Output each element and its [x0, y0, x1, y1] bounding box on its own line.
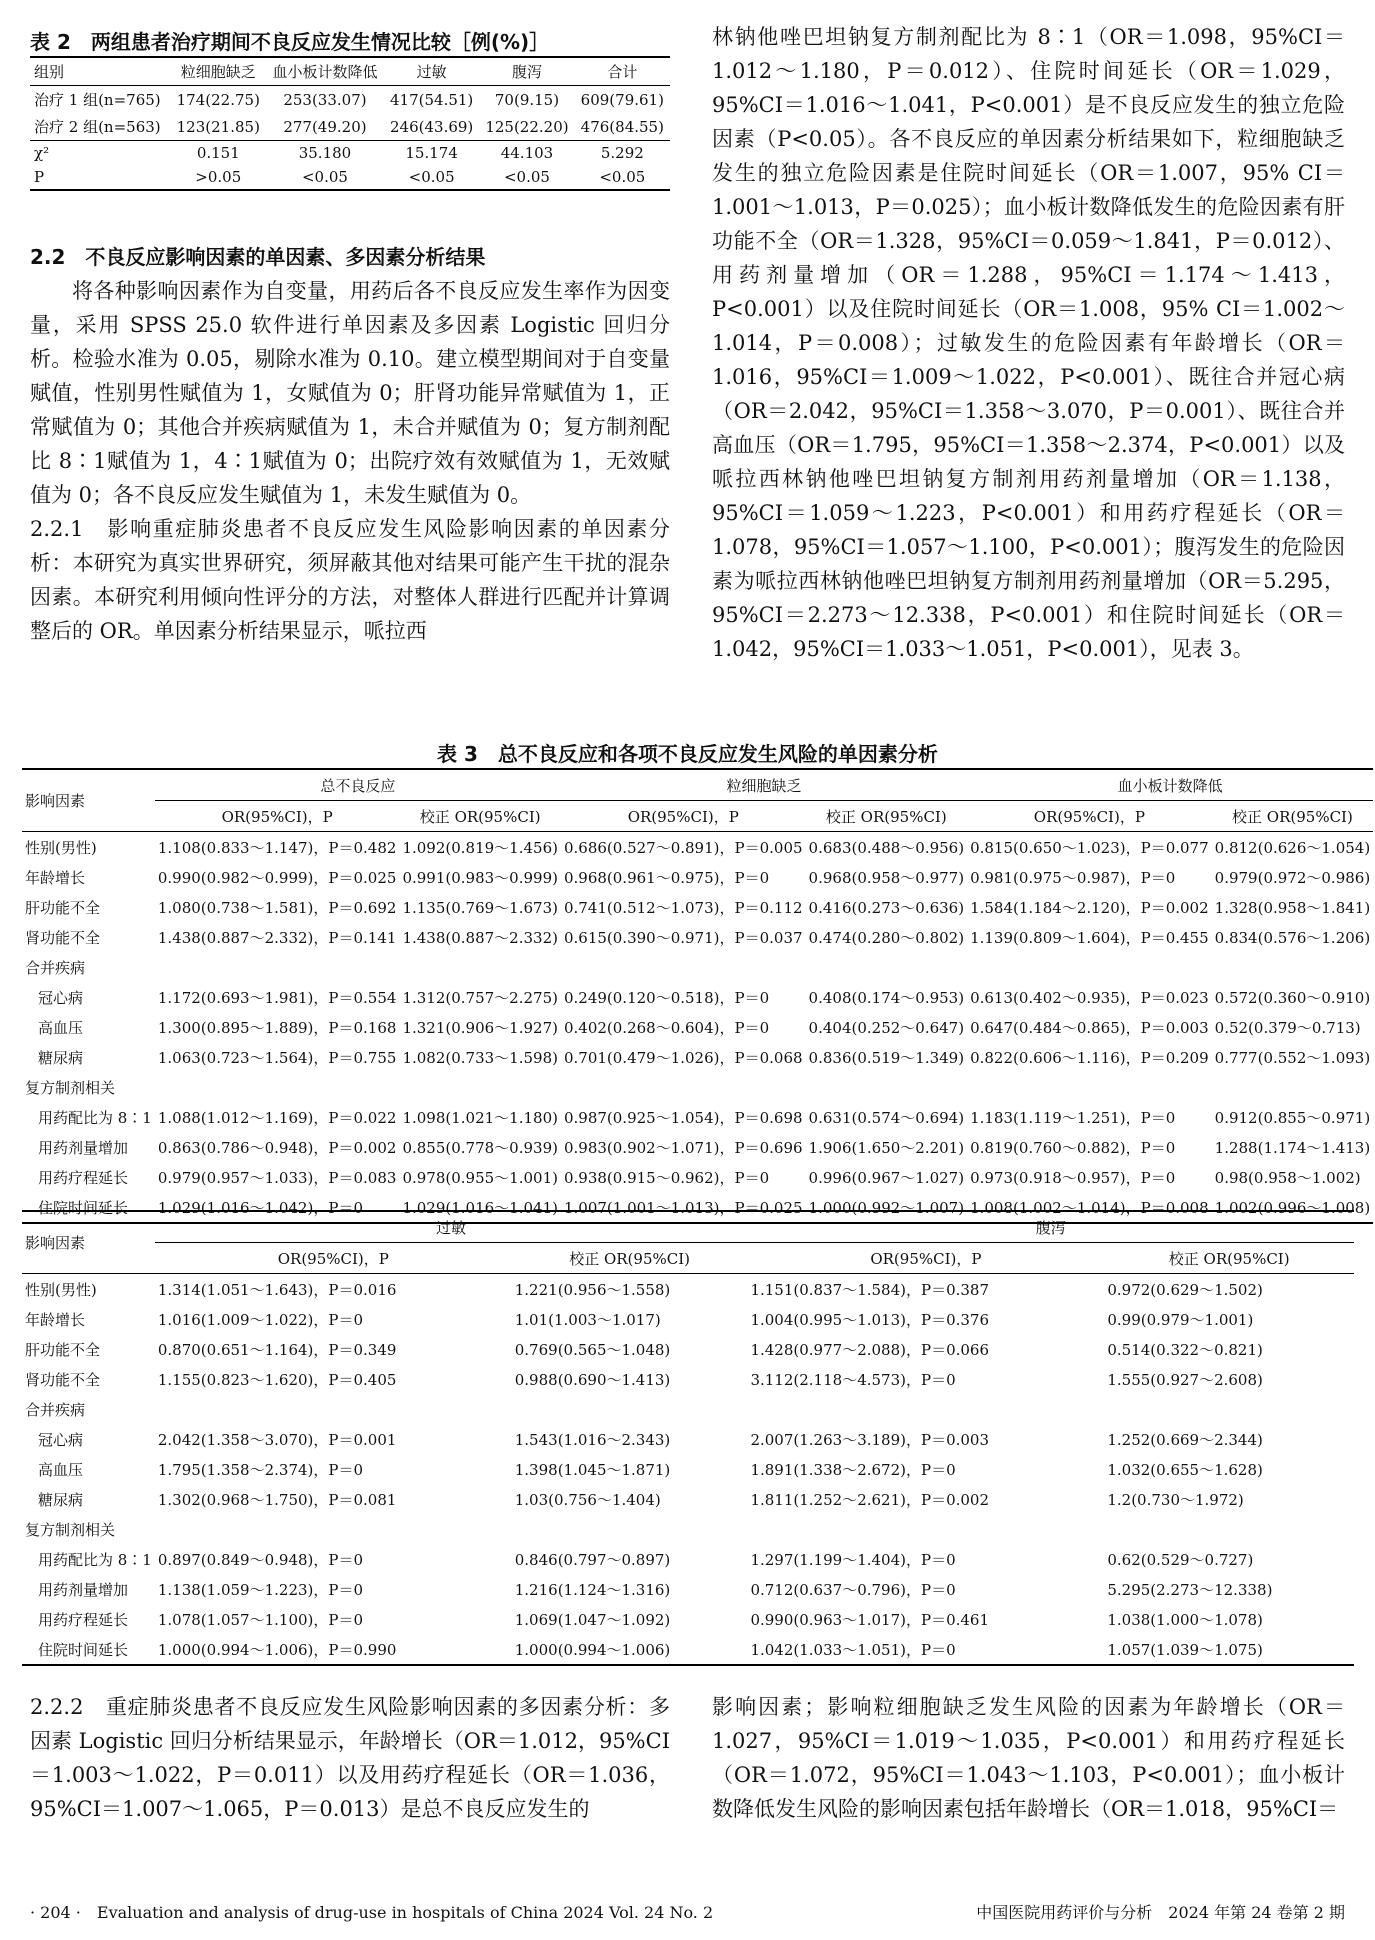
table3-part2 [22, 1210, 1354, 1666]
value-cell: 0.981(0.975～0.987)，P＝0 [970, 868, 1176, 887]
table-row [22, 1484, 1354, 1514]
value-cell: 0.402(0.268～0.604)，P＝0 [563, 1018, 770, 1037]
value-cell: 1.312(0.757～2.275) [402, 988, 558, 1007]
table-row [22, 1544, 1354, 1574]
table2-row [30, 113, 670, 141]
value-cell: 1.016(1.009～1.022)，P＝0 [157, 1310, 364, 1329]
table-row [22, 1394, 1354, 1424]
value-cell: 3.112(2.118～4.573)，P＝0 [750, 1370, 956, 1389]
value-cell: 0.631(0.574～0.694) [808, 1108, 965, 1127]
col-header: OR(95%CI)，P [627, 807, 739, 826]
value-cell: 1.155(0.823～1.620)，P＝0.405 [157, 1370, 397, 1389]
value-cell [561, 1072, 806, 1102]
factor-cell: 肝功能不全 [25, 1340, 101, 1359]
col-header: 校正 OR(95%CI) [825, 807, 947, 826]
value-cell: 1.092(0.819～1.456) [402, 838, 558, 857]
value-cell: 0.912(0.855～0.971) [1214, 1108, 1371, 1127]
value-cell: 0.973(0.918～0.957)，P＝0 [970, 1168, 1176, 1187]
table2-header: 血小板计数降低 [272, 63, 378, 81]
value-cell: 1.008(1.002～1.014)，P＝0.008 [970, 1198, 1209, 1217]
value-cell: 1.029(1.016～1.041) [402, 1198, 558, 1217]
factor-cell: 住院时间延长 [38, 1640, 129, 1659]
value-cell: 1.328(0.958～1.841) [1214, 898, 1371, 917]
value-cell [967, 1072, 1212, 1102]
col-header: 校正 OR(95%CI) [1168, 1249, 1290, 1268]
value-cell [155, 1394, 512, 1424]
paragraph: 将各种影响因素作为自变量，用药后各不良反应发生率作为因变量，采用 SPSS 25.0 软件进行单因素及多因素 Logistic 回归分析。检验水准为 0.05，剔除水准为 0.10。建立模型期间对于自变量赋值，性别男性赋值为 1，女赋值为 0；肝肾功能异常赋值为 1，正常赋值为 0；其他合并疾病赋值为 1，未合并赋值为 0；复方制剂配比 8∶1赋值为 1，4∶1赋值为 0；出院疗效有效赋值为 1，无效赋值为 0；各不良反应发生赋值为 1，未发生赋值为 0。 [30, 279, 670, 507]
right-column [712, 20, 1345, 666]
paragraph: 2.2.1 影响重症肺炎患者不良反应发生风险影响因素的单因素分析：本研究为真实世界研究，须屏蔽其他对结果可能产生干扰的混杂因素。本研究利用倾向性评分的方法，对整体人群进行匹配并计算调整后的 OR。单因素分析结果显示，哌拉西 [30, 517, 670, 643]
value-cell: 1.438(0.887～2.332)，P＝0.141 [157, 928, 397, 947]
value-cell [1212, 952, 1374, 982]
value-cell: 0.987(0.925～1.054)，P＝0.698 [563, 1108, 803, 1127]
group-header: 腹泻 [747, 1211, 1354, 1243]
value-cell [1212, 1072, 1374, 1102]
left-column [30, 240, 670, 648]
value-cell: 1.172(0.693～1.981)，P＝0.554 [157, 988, 397, 1007]
value-cell [806, 1072, 968, 1102]
value-cell: 0.968(0.958～0.977) [808, 868, 965, 887]
group-header: 过敏 [155, 1211, 748, 1243]
value-cell: 0.983(0.902～1.071)，P＝0.696 [563, 1138, 803, 1157]
factor-header: 影响因素 [25, 1234, 86, 1252]
value-cell: 1.543(1.016～2.343) [514, 1430, 671, 1449]
value-cell: 0.996(0.967～1.027) [808, 1168, 965, 1187]
table2-header: 腹泻 [511, 63, 542, 81]
col-header: OR(95%CI)，P [277, 1249, 389, 1268]
value-cell [155, 1514, 512, 1544]
factor-cell: 用药配比为 8∶1 [38, 1108, 152, 1127]
value-cell: 0.777(0.552～1.093) [1214, 1048, 1371, 1067]
value-cell: 1.151(0.837～1.584)，P＝0.387 [750, 1280, 990, 1299]
section-heading: 2.2 不良反应影响因素的单因素、多因素分析结果 [30, 245, 486, 269]
col-header: 校正 OR(95%CI) [1232, 807, 1353, 826]
factor-cell: 年龄增长 [25, 868, 86, 887]
value-cell: 1.069(1.047～1.092) [514, 1610, 671, 1629]
value-cell [155, 1072, 400, 1102]
value-cell: 1.216(1.124～1.316) [514, 1580, 671, 1599]
factor-cell: 冠心病 [38, 988, 84, 1007]
value-cell: 1.098(1.021～1.180) [402, 1108, 558, 1127]
value-cell [806, 952, 968, 982]
table2-cell: 治疗 2 组(n=563) [34, 118, 161, 136]
value-cell: 0.416(0.273～0.636) [808, 898, 965, 917]
value-cell: 1.078(1.057～1.100)，P＝0 [157, 1610, 364, 1629]
value-cell: 1.108(0.833～1.147)，P＝0.482 [157, 838, 397, 857]
value-cell: 1.002(0.996～1.008) [1214, 1198, 1371, 1217]
value-cell: 0.404(0.252～0.647) [808, 1018, 965, 1037]
value-cell: 1.000(0.994～1.006)，P＝0.990 [157, 1640, 397, 1659]
table-row [22, 1514, 1354, 1544]
value-cell: 1.01(1.003～1.017) [514, 1310, 661, 1329]
factor-cell: 肾功能不全 [25, 1370, 101, 1389]
table2-cell: <0.05 [408, 168, 455, 186]
value-cell: 0.701(0.479～1.026)，P＝0.068 [563, 1048, 803, 1067]
factor-cell: 复方制剂相关 [25, 1520, 116, 1539]
factor-cell: 高血压 [38, 1460, 84, 1479]
paragraph: 2.2.2 重症肺炎患者不良反应发生风险影响因素的多因素分析：多因素 Logistic 回归分析结果显示，年龄增长（OR＝1.012，95%CI＝1.003～1.022，P＝0.011）以及用药疗程延长（OR＝1.036，95%CI＝1.007～1.065，P＝0.013）是总不良反应发生的 [30, 1695, 670, 1821]
factor-cell: 用药配比为 8∶1 [38, 1550, 152, 1569]
value-cell: 1.183(1.119～1.251)，P＝0 [970, 1108, 1176, 1127]
value-cell: 1.438(0.887～2.332) [402, 928, 558, 947]
factor-cell: 性别(男性) [25, 1280, 97, 1299]
group-header: 血小板计数降低 [967, 769, 1373, 801]
table-row [22, 1634, 1354, 1665]
value-cell: 1.139(0.809～1.604)，P＝0.455 [970, 928, 1209, 947]
table2-cell: <0.05 [599, 168, 646, 186]
value-cell: 0.836(0.519～1.349) [808, 1048, 965, 1067]
value-cell: 0.855(0.778～0.939) [402, 1138, 558, 1157]
group-header: 粒细胞缺乏 [561, 769, 967, 801]
value-cell: 1.000(0.992～1.007) [808, 1198, 965, 1217]
factor-cell: 合并疾病 [25, 1400, 86, 1419]
value-cell: 1.584(1.184～2.120)，P＝0.002 [970, 898, 1209, 917]
value-cell: 0.249(0.120～0.518)，P＝0 [563, 988, 770, 1007]
value-cell [561, 952, 806, 982]
value-cell: 1.252(0.669～2.344) [1107, 1430, 1263, 1449]
value-cell: 1.138(1.059～1.223)，P＝0 [157, 1580, 364, 1599]
col-header: OR(95%CI)，P [870, 1249, 982, 1268]
value-cell [512, 1394, 748, 1424]
value-cell: 0.62(0.529～0.727) [1107, 1550, 1254, 1569]
value-cell: 0.686(0.527～0.891)，P＝0.005 [563, 838, 803, 857]
value-cell: 1.080(0.738～1.581)，P＝0.692 [157, 898, 397, 917]
value-cell: 0.991(0.983～0.999) [402, 868, 558, 887]
table2-row [30, 86, 670, 114]
value-cell: 0.769(0.565～1.048) [514, 1340, 671, 1359]
table2-cell: 35.180 [298, 144, 352, 162]
value-cell: 0.741(0.512～1.073)，P＝0.112 [563, 898, 803, 917]
value-cell: 0.972(0.629～1.502) [1107, 1280, 1263, 1299]
value-cell: 1.004(0.995～1.013)，P＝0.376 [750, 1310, 990, 1329]
col-header: OR(95%CI)，P [1033, 807, 1145, 826]
table-row [22, 1424, 1354, 1454]
value-cell: 0.846(0.797～0.897) [514, 1550, 671, 1569]
table-row [22, 1042, 1373, 1072]
page-footer-right: 中国医院用药评价与分析 2024 年第 24 卷第 2 期 [976, 1903, 1345, 1922]
value-cell: 0.98(0.958～1.002) [1214, 1168, 1361, 1187]
value-cell: 0.408(0.174～0.953) [808, 988, 965, 1007]
table2-cell: 15.174 [405, 144, 458, 162]
value-cell: 1.135(0.769～1.673) [402, 898, 558, 917]
value-cell: 0.99(0.979～1.001) [1107, 1310, 1254, 1329]
table2-cell: 246(43.69) [390, 117, 474, 136]
value-cell [512, 1514, 748, 1544]
factor-cell: 肾功能不全 [25, 928, 101, 947]
right-column-bottom [712, 1690, 1345, 1826]
value-cell: 1.032(0.655～1.628) [1107, 1460, 1263, 1479]
table-row [22, 1274, 1354, 1305]
value-cell: 0.514(0.322～0.821) [1107, 1340, 1263, 1359]
value-cell: 1.891(1.338～2.672)，P＝0 [750, 1460, 956, 1479]
table2-cell: 70(9.15) [494, 90, 560, 109]
table3-part1 [22, 768, 1373, 1224]
value-cell: 0.979(0.957～1.033)，P＝0.083 [157, 1168, 397, 1187]
table2-header: 合计 [607, 63, 638, 81]
value-cell: 1.300(0.895～1.889)，P＝0.168 [157, 1018, 397, 1037]
value-cell: 1.088(1.012～1.169)，P＝0.022 [157, 1108, 397, 1127]
table2-header: 组别 [34, 63, 65, 81]
value-cell: 1.03(0.756～1.404) [514, 1490, 661, 1509]
factor-cell: 用药疗程延长 [38, 1168, 129, 1187]
table2-row [30, 141, 670, 166]
value-cell: 1.906(1.650～2.201) [808, 1138, 965, 1157]
value-cell: 1.321(0.906～1.927) [402, 1018, 558, 1037]
value-cell: 1.811(1.252～2.621)，P＝0.002 [750, 1490, 990, 1509]
table-row [22, 1102, 1373, 1132]
factor-header: 影响因素 [25, 792, 86, 810]
value-cell [747, 1394, 1104, 1424]
table-row [22, 1334, 1354, 1364]
table2-cell: 44.103 [500, 144, 554, 162]
value-cell: 0.572(0.360～0.910) [1214, 988, 1371, 1007]
value-cell: 1.082(0.733～1.598) [402, 1048, 558, 1067]
table3-title: 表 3 总不良反应和各项不良反应发生风险的单因素分析 [437, 742, 938, 766]
group-header: 总不良反应 [155, 769, 561, 801]
table-row [22, 922, 1373, 952]
value-cell: 0.712(0.637～0.796)，P＝0 [750, 1580, 956, 1599]
col-header: OR(95%CI)，P [221, 807, 333, 826]
table-row [22, 1454, 1354, 1484]
value-cell: 0.988(0.690～1.413) [514, 1370, 671, 1389]
table-row [22, 1604, 1354, 1634]
value-cell: 1.297(1.199～1.404)，P＝0 [750, 1550, 956, 1569]
value-cell: 0.990(0.963～1.017)，P＝0.461 [750, 1610, 990, 1629]
table-row [22, 1012, 1373, 1042]
table2-cell: 476(84.55) [580, 117, 664, 136]
factor-cell: 年龄增长 [25, 1310, 86, 1329]
value-cell: 0.52(0.379～0.713) [1214, 1018, 1361, 1037]
value-cell [967, 952, 1212, 982]
value-cell: 1.038(1.000～1.078) [1107, 1610, 1263, 1629]
table2-cell: 治疗 1 组(n=765) [34, 91, 161, 109]
value-cell: 1.314(1.051～1.643)，P＝0.016 [157, 1280, 397, 1299]
value-cell: 0.990(0.982～0.999)，P＝0.025 [157, 868, 397, 887]
value-cell: 0.938(0.915～0.962)，P＝0 [563, 1168, 770, 1187]
table2-header: 过敏 [416, 63, 447, 81]
table2-cell: <0.05 [301, 168, 348, 186]
factor-cell: 冠心病 [38, 1430, 84, 1449]
value-cell [155, 952, 400, 982]
value-cell: 1.2(0.730～1.972) [1107, 1490, 1244, 1509]
table-row [22, 982, 1373, 1012]
table2-cell: 417(54.51) [390, 90, 474, 109]
factor-cell: 住院时间延长 [38, 1198, 129, 1217]
left-column-bottom [30, 1690, 670, 1826]
value-cell: 1.398(1.045～1.871) [514, 1460, 671, 1479]
value-cell: 2.007(1.263～3.189)，P＝0.003 [750, 1430, 990, 1449]
value-cell: 0.897(0.849～0.948)，P＝0 [157, 1550, 364, 1569]
value-cell: 0.815(0.650～1.023)，P＝0.077 [970, 838, 1209, 857]
table2-title: 表 2 两组患者治疗期间不良反应发生情况比较［例(%)］ [30, 30, 550, 54]
value-cell: 1.063(0.723～1.564)，P＝0.755 [157, 1048, 397, 1067]
value-cell: 1.007(1.001～1.013)，P＝0.025 [563, 1198, 803, 1217]
value-cell: 1.795(1.358～2.374)，P＝0 [157, 1460, 364, 1479]
value-cell: 1.288(1.174～1.413) [1214, 1138, 1371, 1157]
table2-row [30, 165, 670, 190]
value-cell [1104, 1394, 1354, 1424]
table2-cell: 5.292 [600, 144, 644, 162]
col-header: 校正 OR(95%CI) [569, 1249, 690, 1268]
value-cell: 1.000(0.994～1.006) [514, 1640, 671, 1659]
value-cell: 0.647(0.484～0.865)，P＝0.003 [970, 1018, 1209, 1037]
table2-cell: 174(22.75) [176, 90, 260, 109]
value-cell [399, 1072, 561, 1102]
value-cell: 1.302(0.968～1.750)，P＝0.081 [157, 1490, 397, 1509]
table-row [22, 1162, 1373, 1192]
value-cell: 0.474(0.280～0.802) [808, 928, 965, 947]
table-row [22, 1304, 1354, 1334]
factor-cell: 复方制剂相关 [25, 1078, 116, 1097]
table2-cell: 0.151 [196, 144, 240, 162]
factor-cell: 用药剂量增加 [38, 1138, 129, 1157]
value-cell: 5.295(2.273～12.338) [1107, 1580, 1273, 1599]
page-footer-left: · 204 · Evaluation and analysis of drug-use in hospitals of China 2024 Vol. 24 No. 2 [30, 1903, 714, 1922]
factor-cell: 用药疗程延长 [38, 1610, 129, 1629]
table2-cell: χ² [34, 144, 50, 162]
table-row [22, 862, 1373, 892]
value-cell: 1.428(0.977～2.088)，P＝0.066 [750, 1340, 990, 1359]
value-cell: 0.613(0.402～0.935)，P＝0.023 [970, 988, 1209, 1007]
value-cell: 0.870(0.651～1.164)，P＝0.349 [157, 1340, 397, 1359]
value-cell: 0.822(0.606～1.116)，P＝0.209 [970, 1048, 1209, 1067]
value-cell: 0.615(0.390～0.971)，P＝0.037 [563, 928, 803, 947]
table-row [22, 952, 1373, 982]
value-cell: 0.978(0.955～1.001) [402, 1168, 558, 1187]
factor-cell: 肝功能不全 [25, 898, 101, 917]
value-cell [747, 1514, 1104, 1544]
value-cell: 1.057(1.039～1.075) [1107, 1640, 1263, 1659]
table2-cell: 125(22.20) [485, 117, 569, 136]
value-cell: 1.555(0.927～2.608) [1107, 1370, 1263, 1389]
value-cell: 0.834(0.576～1.206) [1214, 928, 1371, 947]
table-row [22, 1574, 1354, 1604]
table2-cell: 277(49.20) [283, 117, 367, 136]
table2-cell: 609(79.61) [580, 90, 664, 109]
table2-cell: 123(21.85) [176, 117, 260, 136]
value-cell [399, 952, 561, 982]
col-header: 校正 OR(95%CI) [419, 807, 541, 826]
value-cell: 2.042(1.358～3.070)，P＝0.001 [157, 1430, 397, 1449]
value-cell: 0.812(0.626～1.054) [1214, 838, 1371, 857]
factor-cell: 用药剂量增加 [38, 1580, 129, 1599]
value-cell: 1.042(1.033～1.051)，P＝0 [750, 1640, 956, 1659]
table-row [22, 832, 1373, 863]
value-cell: 0.968(0.961～0.975)，P＝0 [563, 868, 770, 887]
value-cell: 1.029(1.016～1.042)，P＝0 [157, 1198, 364, 1217]
paragraph: 影响因素；影响粒细胞缺乏发生风险的因素为年龄增长（OR＝1.027，95%CI＝1.019～1.035，P<0.001）和用药疗程延长（OR＝1.072，95%CI＝1.043～1.103，P<0.001）；血小板计数降低发生风险的影响因素包括年龄增长（OR＝1.018，95%CI＝ [712, 1695, 1345, 1821]
table-row [22, 892, 1373, 922]
factor-cell: 高血压 [38, 1018, 84, 1037]
value-cell: 0.819(0.760～0.882)，P＝0 [970, 1138, 1176, 1157]
value-cell: 0.979(0.972～0.986) [1214, 868, 1371, 887]
paragraph: 林钠他唑巴坦钠复方制剂配比为 8∶1（OR＝1.098，95%CI＝1.012～1.180，P＝0.012）、住院时间延长（OR＝1.029，95%CI＝1.016～1.041，P<0.001）是不良反应发生的独立危险因素（P<0.05）。各不良反应的单因素分析结果如下，粒细胞缺乏发生的独立危险因素是住院时间延长（OR＝1.007，95% CI＝1.001～1.013，P＝0.025）；血小板计数降低发生的危险因素有肝功能不全（OR＝1.328，95%CI＝0.059～1.841，P＝0.012）、用药剂量增加（OR＝1.288，95%CI＝1.174～1.413，P<0.001）以及住院时间延长（OR＝1.008，95% CI＝1.002～1.014，P＝0.008）；过敏发生的危险因素有年龄增长（OR＝1.016，95%CI＝1.009～1.022，P<0.001）、既往合并冠心病（OR＝2.042，95%CI＝1.358～3.070，P＝0.001）、既往合并高血压（OR＝1.795，95%CI＝1.358～2.374，P<0.001）以及哌拉西林钠他唑巴坦钠复方制剂用药剂量增加（OR＝1.138，95%CI＝1.059～1.223，P<0.001）和用药疗程延长（OR＝1.078，95%CI＝1.057～1.100，P<0.001）；腹泻发生的危险因素为哌拉西林钠他唑巴坦钠复方制剂用药剂量增加（OR＝5.295，95%CI＝2.273～12.338，P<0.001）和住院时间延长（OR＝1.042，95%CI＝1.033～1.051，P<0.001），见表 3。 [712, 25, 1345, 661]
value-cell: 0.683(0.488～0.956) [808, 838, 965, 857]
factor-cell: 合并疾病 [25, 958, 86, 977]
table2-cell: <0.05 [503, 168, 550, 186]
table2 [30, 56, 670, 191]
value-cell: 1.221(0.956～1.558) [514, 1280, 671, 1299]
value-cell: 0.863(0.786～0.948)，P＝0.002 [157, 1138, 397, 1157]
factor-cell: 性别(男性) [25, 838, 97, 857]
table2-cell: P [34, 168, 45, 186]
table2-cell: 253(33.07) [283, 90, 367, 109]
factor-cell: 糖尿病 [38, 1048, 84, 1067]
factor-cell: 糖尿病 [38, 1490, 84, 1509]
table-row [22, 1364, 1354, 1394]
value-cell [1104, 1514, 1354, 1544]
table-row [22, 1072, 1373, 1102]
table-row [22, 1132, 1373, 1162]
table2-header: 粒细胞缺乏 [180, 63, 256, 81]
table2-cell: >0.05 [195, 168, 242, 186]
